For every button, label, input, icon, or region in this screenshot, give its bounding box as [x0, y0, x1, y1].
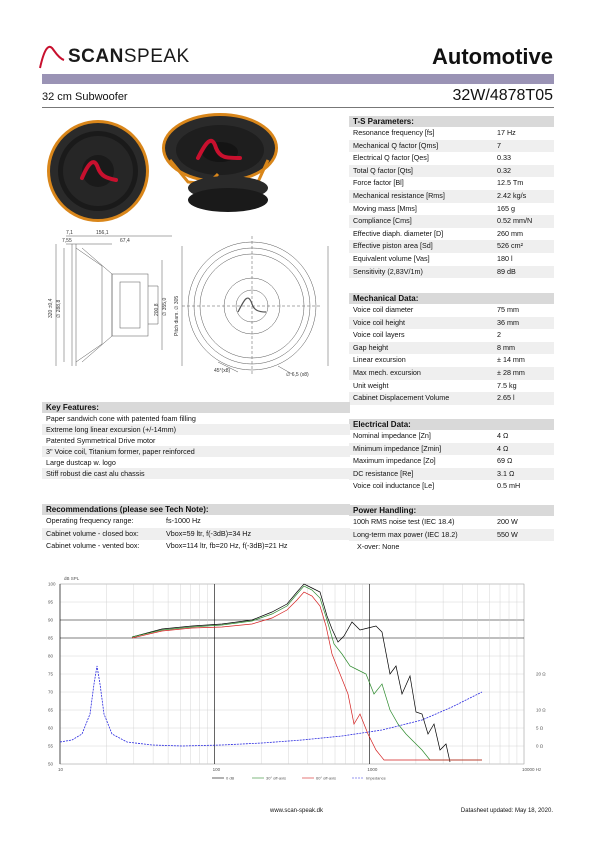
- dim-label: ∅ 6,5 (x8): [286, 372, 309, 378]
- elec-param-key: Maximum impedance [Zo]: [353, 456, 436, 466]
- feature-row: [42, 457, 350, 468]
- ts-param-value: 17 Hz: [497, 128, 516, 137]
- ts-param-row: [349, 240, 554, 253]
- y-tick-label: 85: [48, 635, 54, 641]
- elec-param-value: 69 Ω: [497, 456, 513, 466]
- mech-param-row: [349, 329, 554, 342]
- ts-param-key: Effective diaph. diameter [D]: [353, 228, 444, 238]
- electrical-data-table: [349, 419, 554, 493]
- ts-param-key: Electrical Q factor [Qes]: [353, 153, 429, 163]
- ts-param-row: [349, 203, 554, 216]
- elec-param-value: 0.5 mH: [497, 481, 521, 491]
- frequency-response-graph: [42, 574, 554, 794]
- power-param-key: Long-term max power (IEC 18.2): [353, 529, 458, 539]
- recommendation-value: Vbox=59 ltr, f(-3dB)=34 Hz: [166, 528, 252, 538]
- mech-param-key: Voice coil height: [353, 317, 405, 327]
- legend-60deg: 60° off-axis: [316, 775, 336, 781]
- power-param-key: 100h RMS noise test (IEC 18.4): [353, 517, 455, 526]
- feature-row: [42, 468, 350, 479]
- dim-label: 7,55: [62, 238, 72, 244]
- key-features-table: [42, 402, 350, 479]
- mechanical-data-table: [349, 293, 554, 405]
- mech-param-key: Gap height: [353, 342, 389, 352]
- mech-param-value: 8 mm: [497, 342, 515, 352]
- recommendation-value: fs-1000 Hz: [166, 516, 201, 525]
- mech-param-row: [349, 304, 554, 317]
- mech-param-value: 2: [497, 330, 501, 340]
- dim-label: ∅ 288,8: [56, 299, 62, 318]
- ts-param-row: [349, 266, 554, 279]
- ts-param-value: 180 l: [497, 253, 513, 263]
- x-tick-label: 10: [58, 767, 64, 772]
- footer-date: Datasheet updated: May 18, 2020.: [460, 808, 553, 814]
- product-type: 32 cm Subwoofer: [42, 91, 128, 103]
- feature-row: [42, 446, 350, 457]
- y-right-tick-label: 5 Ω: [536, 725, 544, 731]
- mech-param-value: 75 mm: [497, 305, 519, 314]
- y-right-tick-label: 10 Ω: [536, 707, 546, 713]
- ts-param-value: 0.33: [497, 153, 511, 163]
- elec-param-value: 4 Ω: [497, 443, 509, 453]
- y-axis-label: dB SPL: [64, 576, 80, 581]
- elec-param-key: Voice coil inductance [Le]: [353, 481, 435, 491]
- mech-param-key: Max mech. excursion: [353, 367, 421, 377]
- dim-label: 200,8: [154, 303, 160, 316]
- elec-param-value: 4 Ω: [497, 431, 509, 440]
- recommendation-key: Cabinet volume - vented box:: [46, 541, 140, 551]
- impedance-curve: [60, 666, 482, 746]
- elec-param-row: [349, 443, 554, 456]
- ts-param-value: 0.32: [497, 165, 511, 175]
- recommendation-row: [42, 515, 350, 528]
- ts-param-value: 2.42 kg/s: [497, 190, 527, 200]
- y-tick-label: 90: [48, 617, 54, 623]
- mech-param-row: [349, 317, 554, 330]
- y-tick-label: 50: [48, 761, 54, 767]
- y-tick-label: 75: [48, 671, 54, 677]
- power-param-row: [349, 529, 554, 542]
- elec-param-key: Nominal impedance [Zn]: [353, 431, 431, 440]
- speaker-angled-photo: [158, 112, 293, 215]
- ts-param-key: Equivalent volume [Vas]: [353, 253, 430, 263]
- elec-param-key: DC resistance [Re]: [353, 468, 414, 478]
- mech-param-row: [349, 342, 554, 355]
- ts-param-row: [349, 140, 554, 153]
- ts-param-key: Resonance frequency [fs]: [353, 128, 435, 137]
- dim-label: 7,1: [66, 230, 73, 236]
- feature-item: Paper sandwich cone with patented foam filling: [46, 414, 196, 423]
- ts-param-key: Force factor [Bl]: [353, 178, 404, 188]
- graph-legend: [212, 776, 387, 781]
- dim-label: 320 ±0,4: [48, 298, 54, 318]
- recommendation-key: Operating frequency range:: [46, 516, 134, 525]
- mech-param-key: Cabinet Displacement Volume: [353, 393, 450, 403]
- page-title: Automotive: [432, 44, 553, 69]
- feature-row: [42, 413, 350, 424]
- feature-item: Extreme long linear excursion (+/-14mm): [46, 425, 177, 434]
- dim-label: 156,1: [96, 230, 109, 236]
- feature-item: Large dustcap w. logo: [46, 458, 116, 467]
- ts-param-value: 12.5 Tm: [497, 178, 524, 188]
- mech-param-value: ± 28 mm: [497, 367, 525, 377]
- y-tick-label: 65: [48, 707, 54, 713]
- ts-param-value: 0.52 mm/N: [497, 216, 533, 226]
- mech-param-row: [349, 392, 554, 405]
- curve-60deg: [132, 592, 482, 760]
- ts-param-value: 7: [497, 140, 501, 150]
- ts-param-row: [349, 215, 554, 228]
- elec-param-row: [349, 468, 554, 481]
- header-divider: [42, 107, 554, 108]
- ts-param-value: 526 cm²: [497, 241, 523, 251]
- ts-param-row: [349, 127, 554, 140]
- ts-param-row: [349, 253, 554, 266]
- curve-30deg: [132, 586, 482, 760]
- mech-param-row: [349, 367, 554, 380]
- dim-label: 45°(x8): [214, 368, 231, 374]
- power-param-row: [349, 516, 554, 529]
- y-right-tick-label: 0 Ω: [536, 743, 544, 749]
- recommendation-row: [42, 540, 350, 553]
- ts-param-key: Compliance [Cms]: [353, 216, 412, 226]
- ts-param-key: Moving mass [Mms]: [353, 203, 417, 213]
- mech-param-value: ± 14 mm: [497, 355, 525, 365]
- x-tick-label: 10000 Hz: [522, 767, 542, 772]
- mech-param-value: 7.5 kg: [497, 380, 517, 390]
- curve-0deg: [132, 584, 450, 762]
- power-param-value: 200 W: [497, 517, 518, 526]
- ts-param-row: [349, 228, 554, 241]
- elec-param-key: Minimum impedance [Zmin]: [353, 443, 442, 453]
- ts-param-row: [349, 165, 554, 178]
- y-right-tick-label: 20 Ω: [536, 671, 546, 677]
- y-tick-label: 70: [48, 689, 54, 695]
- x-tick-label: 100: [212, 767, 221, 772]
- technical-drawing: [42, 226, 346, 401]
- dim-label: Pitch diam. ∅ 305: [174, 295, 180, 336]
- mech-param-value: 36 mm: [497, 317, 519, 327]
- ts-param-value: 165 g: [497, 203, 515, 213]
- ts-param-key: Effective piston area [Sd]: [353, 241, 433, 251]
- y-tick-label: 55: [48, 743, 54, 749]
- mech-param-key: Linear excursion: [353, 355, 406, 365]
- mech-param-key: Voice coil layers: [353, 330, 405, 340]
- ts-param-key: Mechanical resistance [Rms]: [353, 190, 445, 200]
- y-tick-label: 60: [48, 725, 54, 731]
- mech-param-key: Voice coil diameter: [353, 305, 414, 314]
- legend-30deg: 30° off-axis: [266, 775, 286, 781]
- ts-parameters-title: T-S Parameters:: [349, 116, 554, 127]
- mech-param-value: 2.65 l: [497, 393, 515, 403]
- ts-param-value: 89 dB: [497, 266, 516, 276]
- feature-item: 3" Voice coil, Titanium former, paper reinforced: [46, 447, 195, 456]
- mechanical-data-title: Mechanical Data:: [349, 293, 554, 304]
- ts-param-row: [349, 152, 554, 165]
- y-tick-label: 80: [48, 653, 54, 659]
- ts-param-row: [349, 190, 554, 203]
- mech-param-row: [349, 354, 554, 367]
- mech-param-key: Unit weight: [353, 380, 389, 390]
- xover-note: X-over: None: [357, 542, 400, 552]
- recommendation-row: [42, 528, 350, 541]
- ts-param-key: Sensitivity (2,83V/1m): [353, 266, 423, 276]
- elec-param-value: 3.1 Ω: [497, 468, 515, 478]
- y-tick-label: 95: [48, 599, 54, 605]
- recommendations-title: Recommendations (please see Tech Note):: [42, 504, 350, 515]
- electrical-data-title: Electrical Data:: [349, 419, 554, 430]
- power-handling-title: Power Handling:: [349, 505, 554, 516]
- recommendation-key: Cabinet volume - closed box:: [46, 528, 139, 538]
- y-tick-label: 100: [48, 581, 56, 587]
- ts-param-value: 260 mm: [497, 228, 523, 238]
- power-handling-table: [349, 505, 554, 553]
- ts-parameters-table: [349, 116, 554, 278]
- feature-row: [42, 424, 350, 435]
- key-features-title: Key Features:: [42, 402, 350, 413]
- elec-param-row: [349, 455, 554, 468]
- ts-param-key: Total Q factor [Qts]: [353, 165, 413, 175]
- power-param-value: 550 W: [497, 529, 518, 539]
- recommendation-value: Vbox=114 ltr, fb=20 Hz, f(-3dB)=21 Hz: [166, 541, 288, 551]
- legend-impedance: Impedance: [366, 775, 386, 781]
- feature-item: Stiff robust die cast alu chassis: [46, 469, 145, 478]
- recommendations-table: [42, 504, 350, 553]
- model-number: 32W/4878T05: [452, 87, 553, 104]
- legend-0deg: 0 dB: [226, 775, 235, 781]
- brand-name: SCANSPEAK: [68, 46, 190, 67]
- feature-item: Patented Symmetrical Drive motor: [46, 436, 156, 445]
- footer-website[interactable]: www.scan-speak.dk: [270, 808, 324, 814]
- mech-param-row: [349, 380, 554, 393]
- elec-param-row: [349, 480, 554, 493]
- dim-label: 67,4: [120, 238, 130, 244]
- speaker-front-photo: [46, 116, 151, 226]
- feature-row: [42, 435, 350, 446]
- ts-param-row: [349, 177, 554, 190]
- x-tick-label: 1000: [367, 767, 378, 772]
- dim-label: ∅ 355,0: [162, 297, 168, 316]
- ts-param-key: Mechanical Q factor [Qms]: [353, 140, 439, 150]
- elec-param-row: [349, 430, 554, 443]
- header-bar: [42, 74, 554, 84]
